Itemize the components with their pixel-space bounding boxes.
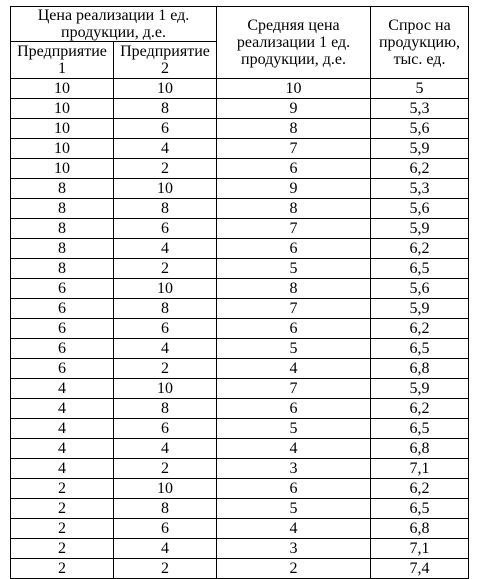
cell-enterprise-1-price: 6	[11, 279, 114, 299]
table-row	[11, 359, 469, 379]
cell-avg-price: 5	[217, 339, 371, 359]
table-row	[11, 439, 469, 459]
cell-demand: 6,8	[371, 439, 469, 459]
cell-avg-price: 9	[217, 99, 371, 119]
cell-enterprise-1-price: 8	[11, 199, 114, 219]
table-row	[11, 559, 469, 579]
cell-enterprise-2-price: 2	[114, 259, 217, 279]
cell-avg-price: 4	[217, 359, 371, 379]
cell-enterprise-2-price: 4	[114, 539, 217, 559]
cell-enterprise-1-price: 6	[11, 319, 114, 339]
cell-avg-price: 4	[217, 519, 371, 539]
cell-demand: 5,6	[371, 279, 469, 299]
cell-enterprise-1-price: 10	[11, 119, 114, 139]
cell-demand: 5,9	[371, 139, 469, 159]
cell-enterprise-1-price: 2	[11, 559, 114, 579]
table-row	[11, 79, 469, 99]
table-row	[11, 299, 469, 319]
cell-enterprise-2-price: 8	[114, 199, 217, 219]
cell-enterprise-2-price: 10	[114, 379, 217, 399]
cell-enterprise-2-price: 6	[114, 519, 217, 539]
cell-demand: 6,2	[371, 319, 469, 339]
table-row	[11, 339, 469, 359]
cell-enterprise-1-price: 8	[11, 179, 114, 199]
cell-demand: 6,5	[371, 499, 469, 519]
cell-demand: 6,2	[371, 479, 469, 499]
cell-demand: 5,6	[371, 199, 469, 219]
header-price-group: Цена реализации 1 ед. продукции, д.е.	[11, 7, 217, 42]
cell-enterprise-2-price: 4	[114, 239, 217, 259]
cell-enterprise-2-price: 6	[114, 219, 217, 239]
cell-avg-price: 8	[217, 279, 371, 299]
cell-demand: 6,8	[371, 519, 469, 539]
table-row	[11, 259, 469, 279]
cell-enterprise-2-price: 10	[114, 279, 217, 299]
cell-enterprise-1-price: 8	[11, 239, 114, 259]
cell-avg-price: 10	[217, 79, 371, 99]
table-row	[11, 139, 469, 159]
cell-enterprise-2-price: 8	[114, 99, 217, 119]
cell-avg-price: 8	[217, 199, 371, 219]
cell-demand: 5,9	[371, 219, 469, 239]
cell-avg-price: 7	[217, 219, 371, 239]
table-row	[11, 119, 469, 139]
cell-enterprise-1-price: 6	[11, 299, 114, 319]
cell-enterprise-2-price: 6	[114, 119, 217, 139]
cell-enterprise-1-price: 4	[11, 439, 114, 459]
cell-avg-price: 6	[217, 399, 371, 419]
cell-avg-price: 6	[217, 319, 371, 339]
table-body	[11, 79, 469, 579]
cell-demand: 6,5	[371, 419, 469, 439]
cell-enterprise-2-price: 10	[114, 79, 217, 99]
cell-demand: 5,3	[371, 99, 469, 119]
table-container	[10, 6, 469, 579]
cell-enterprise-2-price: 2	[114, 459, 217, 479]
cell-avg-price: 5	[217, 499, 371, 519]
cell-enterprise-2-price: 6	[114, 319, 217, 339]
cell-demand: 6,5	[371, 339, 469, 359]
cell-demand: 5,9	[371, 379, 469, 399]
cell-demand: 5	[371, 79, 469, 99]
cell-enterprise-2-price: 6	[114, 419, 217, 439]
cell-enterprise-1-price: 2	[11, 519, 114, 539]
cell-demand: 5,3	[371, 179, 469, 199]
cell-avg-price: 6	[217, 239, 371, 259]
cell-demand: 7,4	[371, 559, 469, 579]
cell-demand: 6,8	[371, 359, 469, 379]
header-avg-price: Средняя цена реализации 1 ед. продукции, д.е.	[217, 7, 371, 79]
cell-enterprise-1-price: 4	[11, 459, 114, 479]
table-row	[11, 279, 469, 299]
table-row	[11, 539, 469, 559]
table-row	[11, 399, 469, 419]
cell-enterprise-1-price: 2	[11, 479, 114, 499]
cell-demand: 6,2	[371, 239, 469, 259]
cell-avg-price: 9	[217, 179, 371, 199]
table-row	[11, 239, 469, 259]
price-demand-table	[10, 6, 469, 579]
table-row	[11, 459, 469, 479]
cell-demand: 5,6	[371, 119, 469, 139]
table-row	[11, 99, 469, 119]
cell-enterprise-2-price: 8	[114, 299, 217, 319]
cell-enterprise-2-price: 4	[114, 139, 217, 159]
cell-enterprise-1-price: 6	[11, 339, 114, 359]
cell-demand: 6,2	[371, 159, 469, 179]
cell-avg-price: 2	[217, 559, 371, 579]
cell-enterprise-2-price: 10	[114, 479, 217, 499]
cell-enterprise-2-price: 10	[114, 179, 217, 199]
table-row	[11, 499, 469, 519]
cell-enterprise-2-price: 2	[114, 159, 217, 179]
table-row	[11, 179, 469, 199]
cell-enterprise-1-price: 10	[11, 79, 114, 99]
table-row	[11, 319, 469, 339]
cell-enterprise-1-price: 10	[11, 159, 114, 179]
cell-enterprise-1-price: 2	[11, 539, 114, 559]
table-row	[11, 379, 469, 399]
cell-avg-price: 3	[217, 539, 371, 559]
header-enterprise-1: Предприятие 1	[11, 42, 114, 79]
cell-avg-price: 6	[217, 159, 371, 179]
cell-demand: 7,1	[371, 539, 469, 559]
cell-avg-price: 5	[217, 259, 371, 279]
cell-demand: 5,9	[371, 299, 469, 319]
cell-enterprise-2-price: 4	[114, 339, 217, 359]
cell-avg-price: 7	[217, 299, 371, 319]
cell-enterprise-1-price: 10	[11, 99, 114, 119]
cell-enterprise-2-price: 8	[114, 499, 217, 519]
cell-enterprise-1-price: 4	[11, 419, 114, 439]
cell-enterprise-2-price: 8	[114, 399, 217, 419]
cell-enterprise-1-price: 8	[11, 219, 114, 239]
table-row	[11, 419, 469, 439]
table-header	[11, 7, 469, 79]
header-enterprise-2: Предприятие 2	[114, 42, 217, 79]
cell-demand: 7,1	[371, 459, 469, 479]
cell-enterprise-1-price: 4	[11, 379, 114, 399]
cell-demand: 6,5	[371, 259, 469, 279]
cell-avg-price: 4	[217, 439, 371, 459]
table-row	[11, 159, 469, 179]
cell-enterprise-2-price: 2	[114, 359, 217, 379]
cell-enterprise-1-price: 6	[11, 359, 114, 379]
cell-avg-price: 8	[217, 119, 371, 139]
cell-avg-price: 3	[217, 459, 371, 479]
table-row	[11, 479, 469, 499]
cell-enterprise-1-price: 4	[11, 399, 114, 419]
table-row	[11, 199, 469, 219]
table-row	[11, 519, 469, 539]
cell-enterprise-1-price: 8	[11, 259, 114, 279]
table-row	[11, 219, 469, 239]
cell-avg-price: 5	[217, 419, 371, 439]
cell-enterprise-2-price: 2	[114, 559, 217, 579]
cell-avg-price: 6	[217, 479, 371, 499]
cell-enterprise-2-price: 4	[114, 439, 217, 459]
header-demand: Спрос на продукцию, тыс. ед.	[371, 7, 469, 79]
cell-demand: 6,2	[371, 399, 469, 419]
cell-avg-price: 7	[217, 379, 371, 399]
cell-enterprise-1-price: 10	[11, 139, 114, 159]
cell-enterprise-1-price: 2	[11, 499, 114, 519]
cell-avg-price: 7	[217, 139, 371, 159]
